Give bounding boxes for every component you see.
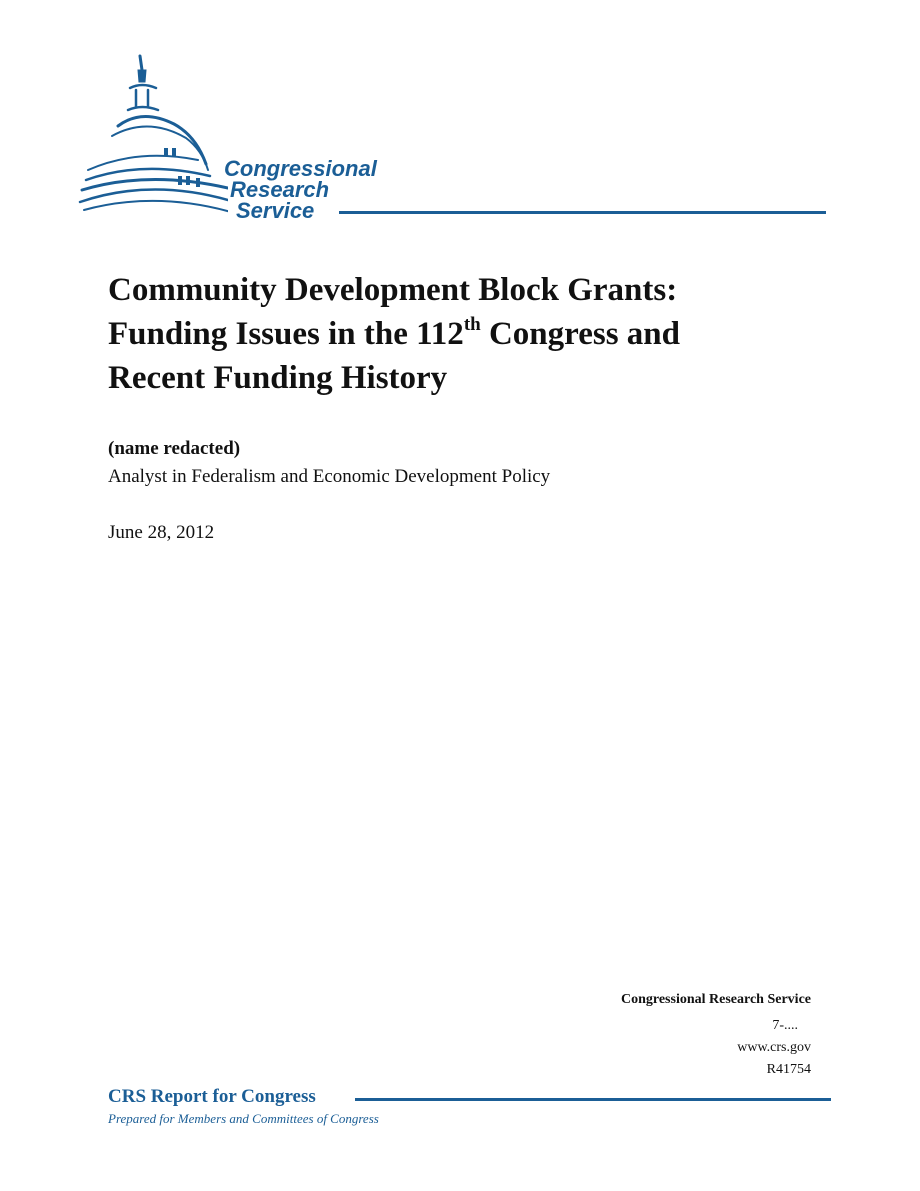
crs-capitol-dome-logo (78, 52, 228, 222)
logo-word-congressional: Congressional (224, 156, 377, 181)
document-date: June 28, 2012 (108, 522, 215, 543)
footer-title: CRS Report for Congress (108, 1086, 316, 1107)
contact-organization: Congressional Research Service (620, 992, 811, 1007)
title-line-2-end: Congress and (480, 316, 680, 352)
footer-rule (355, 1098, 831, 1101)
title-superscript: th (463, 314, 481, 335)
contact-phone: 7-.... (772, 1018, 798, 1033)
logo-word-service: Service (236, 198, 315, 223)
author-name: (name redacted) (108, 438, 241, 459)
logo-word-research: Research (230, 177, 330, 202)
title-line-3: Recent Funding History (108, 360, 448, 396)
document-title (108, 268, 868, 400)
header-rule (339, 211, 826, 214)
footer-subtitle: Prepared for Members and Committees of Congress (108, 1111, 379, 1126)
contact-website-link[interactable]: www.crs.gov (737, 1040, 811, 1055)
title-line-2 (108, 312, 868, 356)
title-line-2-start: Funding Issues in the 112 (108, 316, 464, 352)
title-line-1: Community Development Block Grants: (108, 272, 678, 308)
author-role: Analyst in Federalism and Economic Development Policy (108, 466, 551, 487)
report-number: R41754 (766, 1062, 811, 1077)
